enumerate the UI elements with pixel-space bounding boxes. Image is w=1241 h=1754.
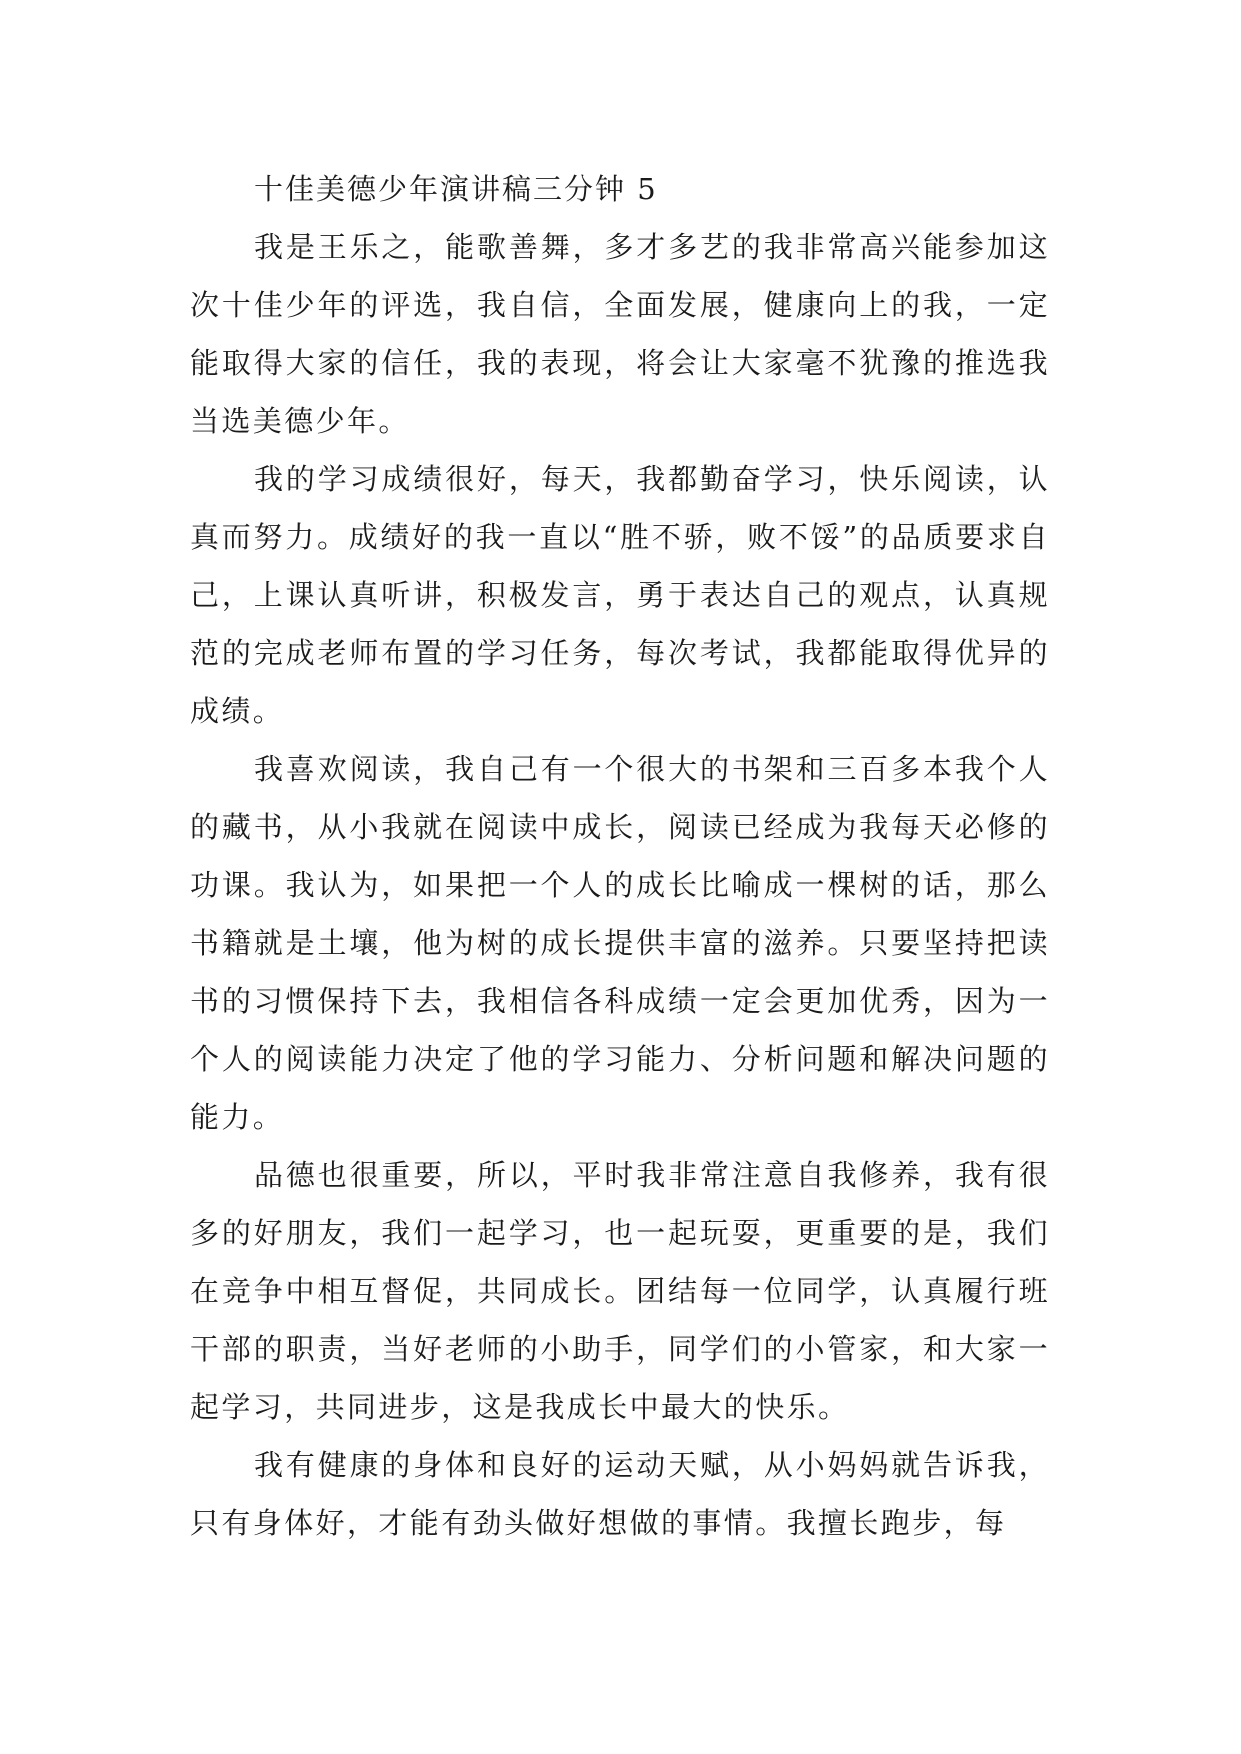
- document-body: [190, 160, 1050, 1552]
- paragraph: 我是王乐之，能歌善舞，多才多艺的我非常高兴能参加这次十佳少年的评选，我自信，全面发展，健康向上的我，一定能取得大家的信任，我的表现，将会让大家毫不犹豫的推选我当选美德少年。: [190, 230, 1050, 438]
- document-title: 十佳美德少年演讲稿三分钟 5: [254, 172, 658, 206]
- paragraph: 我喜欢阅读，我自己有一个很大的书架和三百多本我个人的藏书，从小我就在阅读中成长，阅读已经成为我每天必修的功课。我认为，如果把一个人的成长比喻成一棵树的话，那么书籍就是土壤，他为树的成长提供丰富的滋养。只要坚持把读书的习惯保持下去，我相信各科成绩一定会更加优秀，因为一个人的阅读能力决定了他的学习能力、分析问题和解决问题的能力。: [190, 752, 1050, 1134]
- paragraph: 品德也很重要，所以，平时我非常注意自我修养，我有很多的好朋友，我们一起学习，也一起玩耍，更重要的是，我们在竞争中相互督促，共同成长。团结每一位同学，认真履行班干部的职责，当好老师的小助手，同学们的小管家，和大家一起学习，共同进步，这是我成长中最大的快乐。: [190, 1158, 1050, 1424]
- paragraph: 我有健康的身体和良好的运动天赋，从小妈妈就告诉我，只有身体好，才能有劲头做好想做的事情。我擅长跑步，每: [190, 1448, 1050, 1540]
- paragraph: 我的学习成绩很好，每天，我都勤奋学习，快乐阅读，认真而努力。成绩好的我一直以“胜不骄，败不馁”的品质要求自己，上课认真听讲，积极发言，勇于表达自己的观点，认真规范的完成老师布置的学习任务，每次考试，我都能取得优异的成绩。: [190, 462, 1050, 728]
